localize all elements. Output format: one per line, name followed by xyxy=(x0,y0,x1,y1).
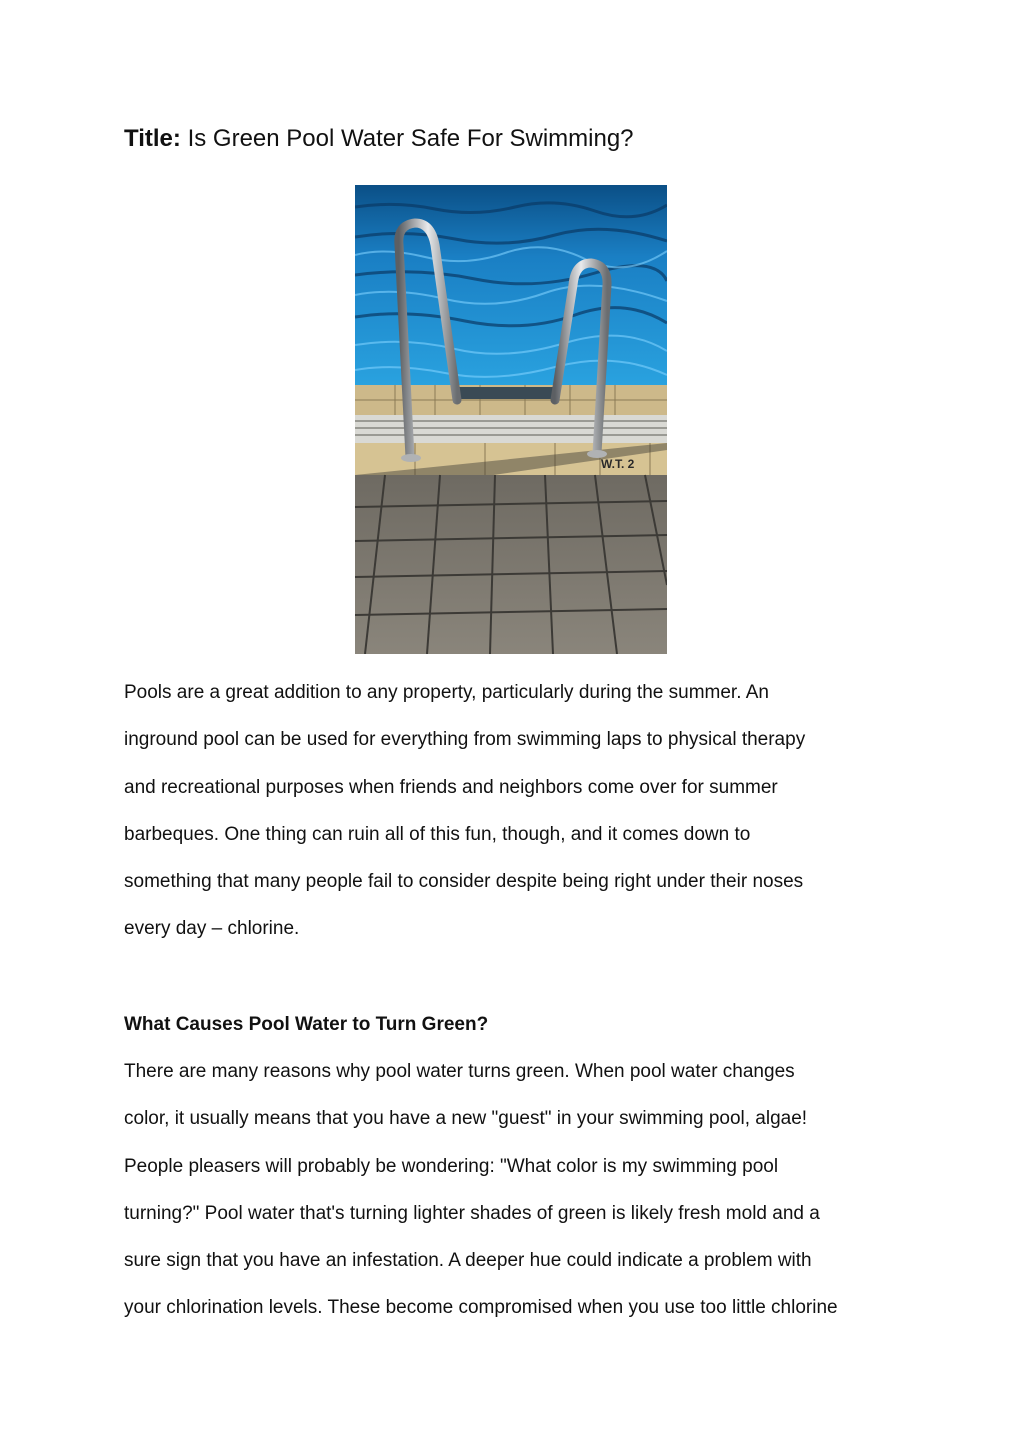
paragraph-line: inground pool can be used for everything from swimming laps to physical therapy xyxy=(124,729,806,751)
paragraph-line: Pools are a great addition to any property, particularly during the summer. An xyxy=(124,682,769,703)
paragraph-line: color, it usually means that you have a new "guest" in your swimming pool, algae! xyxy=(124,1108,808,1130)
title-label: Title: xyxy=(124,125,181,152)
paragraph-line: turning?" Pool water that's turning lighter shades of green is likely fresh mold and a xyxy=(124,1202,820,1224)
section-paragraph xyxy=(124,1061,914,1345)
paragraph-line: and recreational purposes when friends and neighbors come over for summer xyxy=(124,776,778,798)
title-text: Is Green Pool Water Safe For Swimming? xyxy=(187,125,634,152)
pool-ladder-image xyxy=(355,185,667,654)
intro-paragraph xyxy=(124,682,914,966)
paragraph-line: your chlorination levels. These become compromised when you use too little chlorine xyxy=(124,1297,838,1319)
page-title xyxy=(124,122,634,156)
paragraph-line: every day – chlorine. xyxy=(124,918,300,940)
paragraph-line: barbeques. One thing can ruin all of this fun, though, and it comes down to xyxy=(124,823,751,845)
paragraph-line: sure sign that you have an infestation. A deeper hue could indicate a problem with xyxy=(124,1250,812,1272)
tile-label-text: W.T. 2 xyxy=(601,457,635,471)
paragraph-line: something that many people fail to consider despite being right under their noses xyxy=(124,871,804,893)
paragraph-line: There are many reasons why pool water turns green. When pool water changes xyxy=(124,1061,795,1082)
paragraph-line: People pleasers will probably be wondering: "What color is my swimming pool xyxy=(124,1155,779,1177)
section-heading: What Causes Pool Water to Turn Green? xyxy=(124,1014,489,1035)
